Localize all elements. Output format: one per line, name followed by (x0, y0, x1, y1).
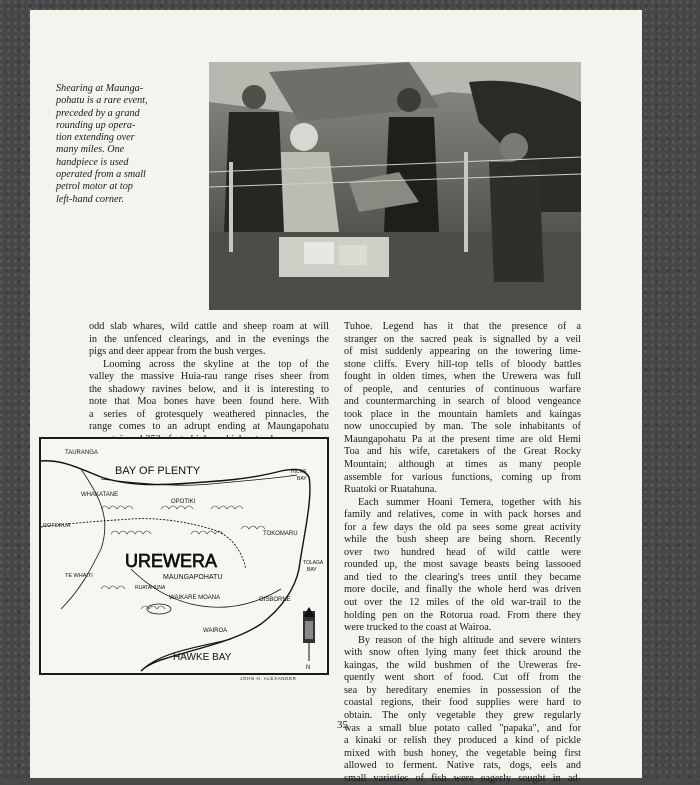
caption-line: petrol motor at top (56, 181, 133, 193)
article-right-line: coastal regions, their food supplies were hard to (344, 697, 581, 709)
label-waikare-moana: WAIKARE MOANA (169, 595, 221, 601)
article-right-line: fought in olden times, when the Urewera was full (344, 371, 581, 383)
article-right-line: took place in the mountain hamlets and kaingas (344, 408, 581, 420)
article-right-line: kaingas, the wild bushmen of the Ureweras fre- (344, 659, 581, 671)
article-right-line: more docile, and finally the whole herd was driven (344, 584, 581, 596)
article-right-line: over two hundred head of wild cattle were (344, 546, 581, 558)
article-right-line: Tuhoe. Legend has it that the presence of a (344, 321, 581, 332)
photo-caption (56, 83, 196, 206)
label-wairoa: WAIROA (203, 628, 228, 634)
article-right-line: while the bush sheep are being shorn. Recently (344, 534, 581, 546)
map-credit: JOHN H. ALEXANDER (240, 676, 297, 681)
article-right-line: with snow often lying many feet thick around the (344, 647, 581, 659)
caption-line: tion extending over (56, 132, 135, 144)
label-gisborne: GISBORNE (259, 597, 291, 603)
label-tokomaru: TOKOMARU (263, 531, 298, 537)
label-ruatahuna: RUATAHUNA (135, 585, 166, 591)
sheep-shearing-photo (209, 62, 581, 310)
label-rotorua: ROTORUA (43, 523, 71, 529)
label-tolaga-bay-1: TOLAGA (303, 560, 324, 566)
caption-line: rounding up opera- (56, 119, 136, 131)
article-right-line: allowed to ferment. Native rats, dogs, eels and (344, 760, 581, 772)
caption-line: many miles. One (56, 144, 125, 156)
page-number: 35 (337, 719, 348, 731)
article-column-right (344, 321, 581, 785)
article-right-line: Toa and his wife, caretakers of the Great Rocky (344, 446, 581, 458)
article-right-line: Each summer Hoani Temera, together with his (358, 496, 581, 508)
label-urewera: UREWERA (125, 551, 218, 571)
label-whakatane: WHAKATANE (81, 492, 119, 498)
article-left-line: range comes to an adrupt ending at Maungapohatu (89, 421, 329, 433)
article-right-line: holding pen on the Rotorua road. From there they (344, 609, 581, 621)
article-right-line: of people, and centuries of continuous warfare (344, 383, 581, 395)
label-te-whaiti: TE WHAITI (65, 573, 93, 579)
article-right-line: for a few days the old pa sees some great activity (344, 521, 581, 533)
label-hicks-bay-2: BAY (297, 476, 307, 482)
label-hicks-bay-1: HICKS (291, 469, 307, 475)
article-left-line: odd slab whares, wild cattle and sheep roam at will (89, 321, 329, 332)
article-right-line: By reason of the high altitude and severe winters (358, 634, 581, 646)
article-right-line: and tied to the clearing's trees until they became (344, 571, 581, 583)
article-left-line: note that Moa bones have been found here. With (89, 396, 329, 408)
urewera-map (39, 437, 329, 675)
article-right-line: now unoccupied by man. The sole inhabitants of (344, 421, 581, 433)
article-right-line: sea by hereditary enemies in possession of the (344, 684, 581, 696)
article-right-line: were trucked to the coast at Wairoa. (344, 622, 492, 634)
article-right-line: was a small blue potato called "papaka", and for (344, 722, 581, 734)
article-right-line: Mountain; although at times as many people (344, 459, 581, 471)
article-right-line: stranger on the sacred peak is signalled by a veil (344, 333, 581, 345)
label-hawke-bay: HAWKE BAY (173, 652, 232, 663)
caption-line: operated from a small (56, 169, 146, 181)
photo-illustration (209, 62, 581, 310)
article-right-line: mixed with bush honey, the vegetable being first (344, 747, 581, 759)
article-right-line: Maungapohatu Pa at the present time are old Hemi (344, 433, 581, 445)
article-left-line: Looming across the skyline at the top of the (103, 358, 329, 370)
label-bay-of-plenty: BAY OF PLENTY (115, 465, 201, 477)
label-opotiki: OPOTIKI (171, 499, 196, 505)
article-left-line: pigs and deer appear from the bush verges. (89, 346, 266, 358)
article-right-line: family and relatives, come in with pack horses and (344, 509, 581, 521)
article-right-line: of mist suddenly appearing on the towering lime- (344, 346, 581, 358)
article-right-line: obtain. The only vegetable they grew regularly (344, 709, 581, 721)
caption-line: handpiece is used (56, 156, 129, 168)
article-left-line: a series of grotesquely weathered pinnacles, the (89, 408, 329, 420)
lake-waikaremoana (147, 604, 171, 614)
article-right-line: quently went short of food. Cut off from the (344, 672, 581, 684)
label-tolaga-bay-2: BAY (307, 567, 317, 573)
article-right-line: rounded up, the most savage beasts being lassooed (344, 559, 581, 571)
article-right-line: small varieties of fish were eagerly sought in ad- (344, 772, 581, 784)
article-right-line: Ruatoki or Ruatahuna. (344, 484, 437, 496)
north-arrow-icon (303, 607, 315, 661)
article-left-line: the shadowy ravines below, and it is interesting to (89, 383, 329, 395)
article-right-line: assemble for various functions, coming up from (344, 471, 581, 483)
article-right-line: stone cliffs. Every hill-top tells of bloody battles (344, 358, 581, 370)
label-tauranga: TAURANGA (65, 450, 98, 456)
caption-line: preceded by a grand (56, 107, 140, 119)
caption-line: pohatu is a rare event, (56, 95, 148, 107)
article-right-line: and countermarching in search of blood vengeance (344, 396, 581, 408)
article-right-line: a kinaki or relish they produced a kind of pickle (344, 735, 581, 747)
label-maungapohatu: MAUNGAPOHATU (163, 574, 223, 581)
label-north: N (306, 665, 311, 671)
caption-line: left-hand corner. (56, 193, 124, 205)
map-drawing (41, 439, 327, 673)
article-right-line: out over the 12 miles of the old war-trail to the (344, 597, 581, 609)
caption-line: Shearing at Maunga- (56, 83, 144, 94)
article-left-line: valley the massive Huia-rau range rises sheer from (89, 371, 329, 383)
article-left-line: in the unfenced clearings, and in the evenings the (89, 333, 329, 345)
